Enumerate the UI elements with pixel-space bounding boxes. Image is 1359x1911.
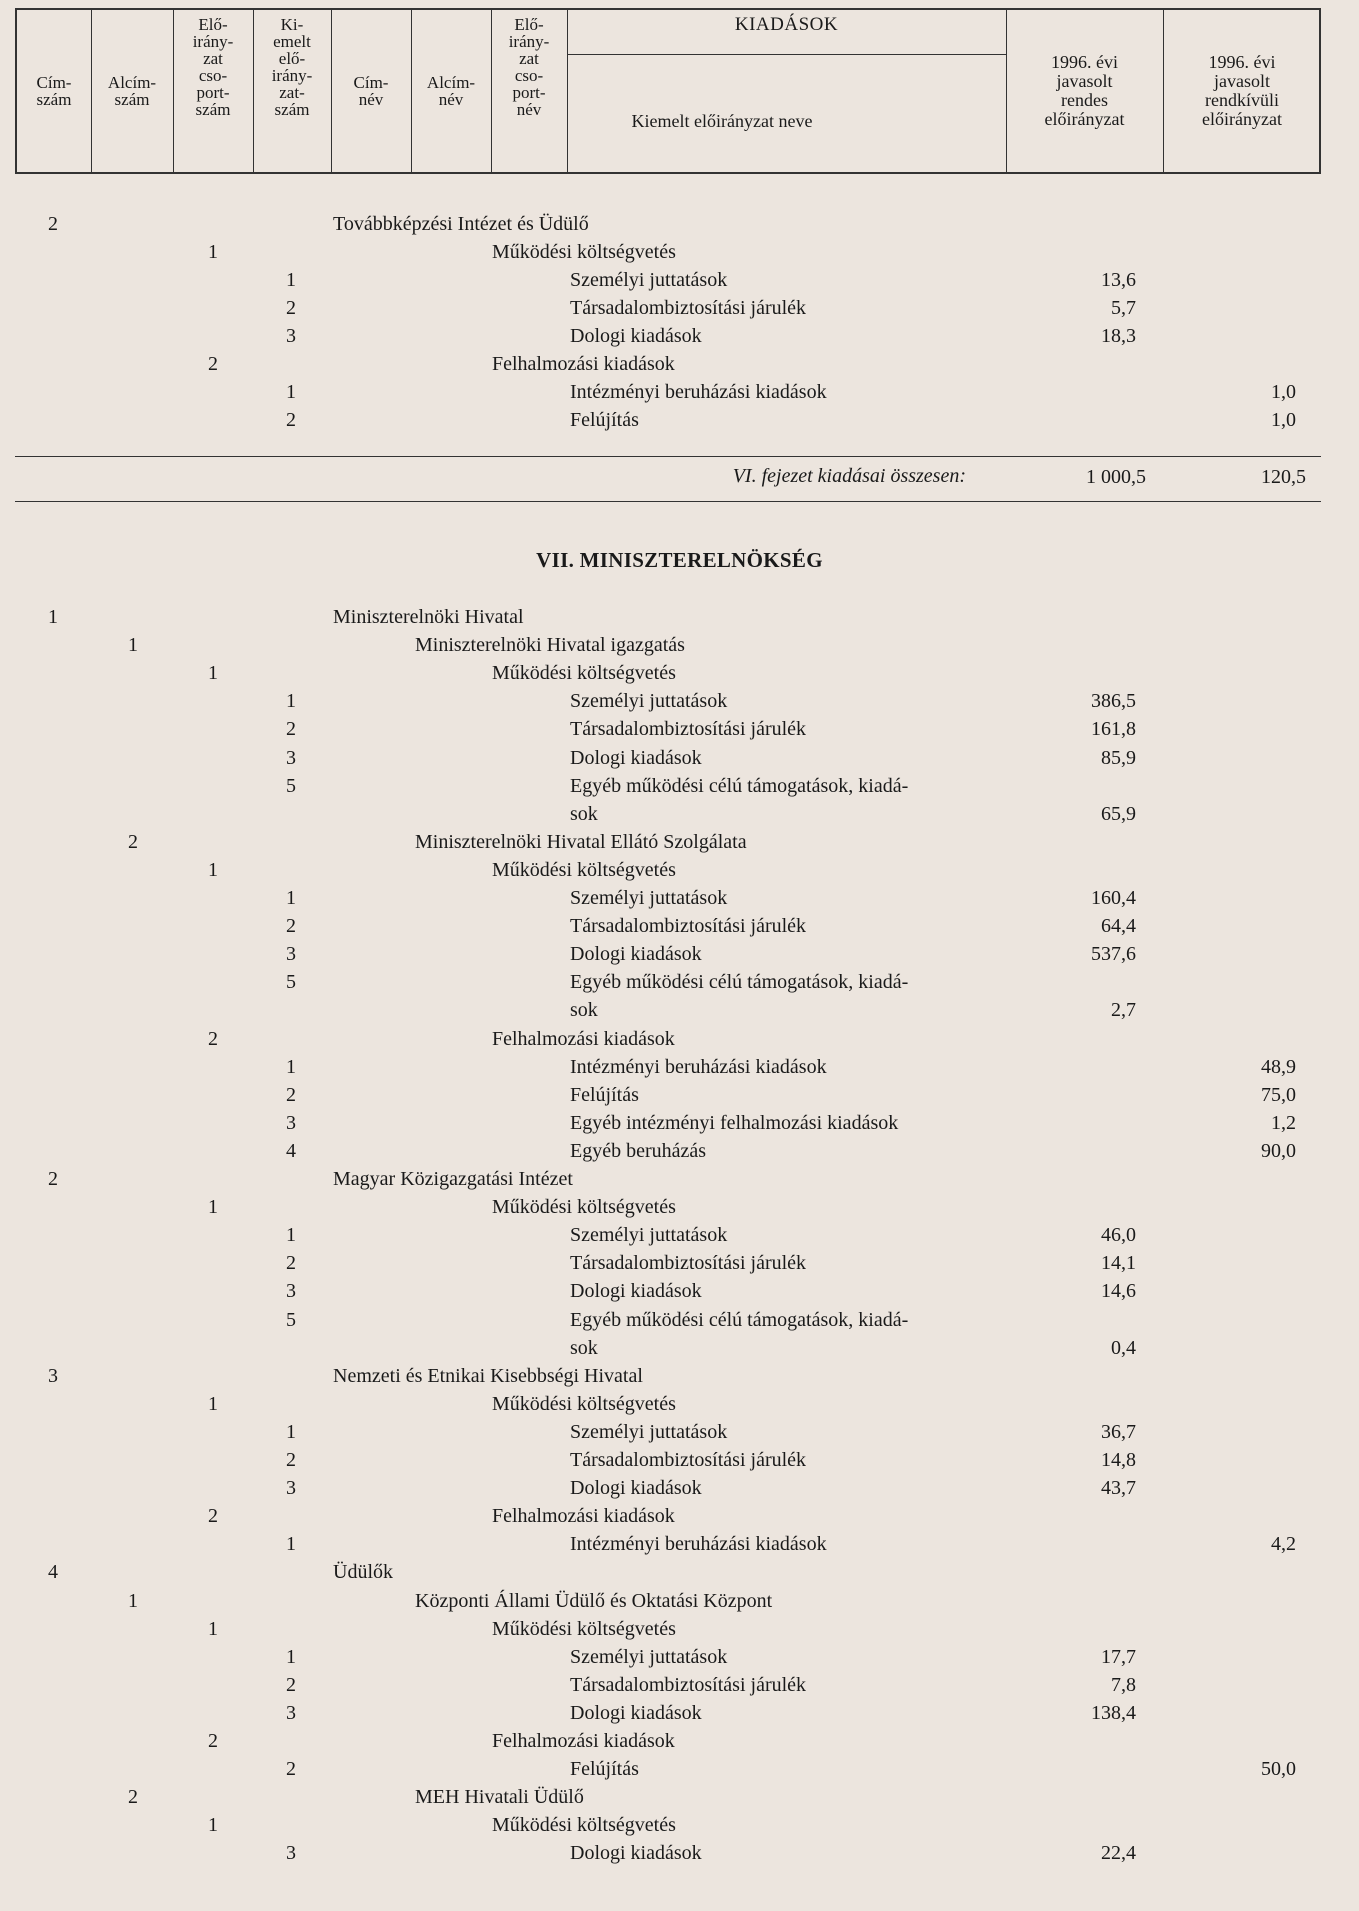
row-code: 2	[208, 1505, 218, 1528]
total-rendes: 1 000,5	[1086, 466, 1146, 488]
row-name: Dologi kiadások	[570, 1477, 702, 1500]
row-rendes-value: 14,1	[1101, 1252, 1136, 1275]
row-name: Felhalmozási kiadások	[492, 1730, 675, 1752]
row-name: sok	[570, 1336, 598, 1359]
row-rendes-value: 160,4	[1091, 887, 1136, 909]
row-name: sok	[570, 802, 598, 825]
row-rendes-value: 7,8	[1111, 1673, 1136, 1696]
row-code: 2	[48, 213, 58, 235]
row-rendkivuli-value: 48,9	[1261, 1055, 1296, 1078]
row-code: 3	[48, 1364, 58, 1387]
row-code: 1	[286, 1055, 296, 1078]
row-name: Társadalombiztosítási járulék	[570, 915, 807, 938]
row-code: 2	[48, 1168, 58, 1190]
row-rendes-value: 161,8	[1091, 718, 1136, 741]
row-name: Felhalmozási kiadások	[492, 353, 675, 375]
row-name: Személyi juttatások	[570, 690, 728, 713]
row-name: Működési költségvetés	[492, 1617, 676, 1640]
row-name: Személyi juttatások	[570, 269, 728, 291]
row-name: Felújítás	[570, 1758, 639, 1781]
row-name: Magyar Közigazgatási Intézet	[333, 1168, 573, 1190]
row-name: Működési költségvetés	[492, 858, 676, 881]
row-name: Egyéb beruházás	[570, 1139, 707, 1162]
row-name: Miniszterelnöki Hivatal Ellátó Szolgálata	[415, 830, 747, 853]
row-rendes-value: 18,3	[1101, 325, 1136, 347]
row-name: Intézményi beruházási kiadások	[570, 1533, 827, 1556]
row-rendkivuli-value: 90,0	[1261, 1139, 1296, 1162]
row-code: 2	[208, 353, 218, 375]
row-code: 2	[286, 1083, 296, 1106]
row-rendes-value: 17,7	[1101, 1645, 1136, 1668]
row-rendes-value: 2,7	[1111, 999, 1136, 1022]
row-code: 2	[286, 297, 296, 319]
header-alcimszam: Alcím- szám	[107, 73, 157, 109]
header-csoportszam: Elő- irány- zat cso- port- szám	[192, 15, 234, 119]
header-cimnev: Cím- név	[353, 73, 389, 109]
row-name: Egyéb intézményi felhalmozási kiadások	[570, 1111, 899, 1134]
row-code: 1	[128, 634, 138, 657]
row-name: Miniszterelnöki Hivatal	[333, 606, 524, 628]
row-code: 1	[48, 606, 58, 628]
row-name: Társadalombiztosítási járulék	[570, 1449, 807, 1471]
row-rendes-value: 64,4	[1101, 915, 1136, 938]
row-code: 5	[286, 774, 296, 797]
row-name: Személyi juttatások	[570, 1645, 728, 1668]
header-kiadasok: KIADÁSOK	[734, 14, 839, 35]
row-code: 2	[208, 1027, 218, 1050]
total-rendkivuli: 120,5	[1261, 466, 1306, 488]
row-code: 2	[286, 409, 296, 431]
row-rendes-value: 36,7	[1101, 1420, 1136, 1443]
row-name: Üdülők	[333, 1561, 393, 1584]
row-code: 5	[286, 1308, 296, 1331]
row-name: Miniszterelnöki Hivatal igazgatás	[415, 634, 685, 657]
row-rendes-value: 138,4	[1091, 1701, 1136, 1724]
row-name: Dologi kiadások	[570, 1280, 702, 1303]
row-code: 1	[286, 1645, 296, 1668]
row-code: 3	[286, 1842, 296, 1865]
row-code: 2	[286, 1449, 296, 1471]
row-code: 3	[286, 1477, 296, 1500]
row-code: 4	[48, 1561, 58, 1584]
row-code: 1	[208, 662, 218, 685]
header-kiemelt-neve: Kiemelt előirányzat neve	[631, 110, 813, 131]
row-name: Működési költségvetés	[492, 1196, 676, 1219]
row-name: Személyi juttatások	[570, 887, 728, 909]
row-name: Továbbképzési Intézet és Üdülő	[333, 213, 589, 235]
row-rendkivuli-value: 75,0	[1261, 1083, 1296, 1106]
row-code: 4	[286, 1139, 296, 1162]
total-label: VI. fejezet kiadásai összesen:	[732, 465, 966, 487]
divider	[15, 501, 1321, 502]
header-alcimnev: Alcím- név	[426, 73, 476, 109]
header-kiemelt-szam: Ki- emelt elő- irány- zat- szám	[271, 15, 313, 119]
row-code: 1	[208, 241, 218, 263]
row-name: Dologi kiadások	[570, 746, 702, 769]
row-rendes-value: 537,6	[1091, 943, 1136, 966]
row-code: 1	[286, 381, 296, 403]
row-rendkivuli-value: 1,2	[1271, 1111, 1296, 1134]
row-name: Működési költségvetés	[492, 1814, 676, 1837]
row-code: 3	[286, 1111, 296, 1134]
row-code: 2	[208, 1730, 218, 1752]
row-rendkivuli-value: 50,0	[1261, 1758, 1296, 1781]
row-name: Dologi kiadások	[570, 1701, 702, 1724]
row-name: Dologi kiadások	[570, 943, 702, 966]
section-title: VII. MINISZTERELNÖKSÉG	[536, 548, 823, 572]
row-code: 2	[128, 830, 138, 853]
row-name: Személyi juttatások	[570, 1420, 728, 1443]
row-code: 3	[286, 943, 296, 966]
row-rendes-value: 43,7	[1101, 1477, 1136, 1500]
row-name: Felújítás	[570, 1083, 639, 1106]
row-rendes-value: 65,9	[1101, 802, 1136, 825]
row-code: 2	[286, 1252, 296, 1275]
row-code: 5	[286, 971, 296, 994]
row-name: Felújítás	[570, 409, 639, 431]
row-name: Központi Állami Üdülő és Oktatási Központ	[415, 1589, 773, 1612]
row-rendes-value: 0,4	[1111, 1336, 1136, 1359]
row-name: MEH Hivatali Üdülő	[415, 1786, 584, 1809]
row-rendkivuli-value: 1,0	[1271, 381, 1296, 403]
row-code: 3	[286, 746, 296, 769]
row-code: 1	[208, 1814, 218, 1837]
row-rendes-value: 14,6	[1101, 1280, 1136, 1303]
divider	[15, 456, 1321, 457]
row-rendes-value: 386,5	[1091, 690, 1136, 713]
row-name: Dologi kiadások	[570, 325, 702, 347]
row-rendes-value: 22,4	[1101, 1842, 1136, 1865]
row-code: 1	[208, 858, 218, 881]
row-rendes-value: 46,0	[1101, 1224, 1136, 1247]
row-code: 2	[128, 1786, 138, 1809]
row-name: Dologi kiadások	[570, 1842, 702, 1865]
row-code: 1	[208, 1196, 218, 1219]
row-code: 3	[286, 1280, 296, 1303]
row-name: Egyéb működési célú támogatások, kiadá-	[570, 774, 909, 797]
row-code: 1	[286, 1224, 296, 1247]
row-name: Nemzeti és Etnikai Kisebbségi Hivatal	[333, 1364, 643, 1387]
row-name: Társadalombiztosítási járulék	[570, 297, 807, 319]
header-csoportnev: Elő- irány- zat cso- port- név	[508, 15, 550, 119]
row-rendkivuli-value: 1,0	[1271, 409, 1296, 431]
row-name: Társadalombiztosítási járulék	[570, 718, 807, 741]
row-code: 1	[286, 1420, 296, 1443]
row-code: 1	[286, 887, 296, 909]
row-name: Működési költségvetés	[492, 662, 676, 685]
row-code: 1	[128, 1589, 138, 1612]
row-rendes-value: 85,9	[1101, 746, 1136, 769]
row-code: 2	[286, 718, 296, 741]
row-code: 3	[286, 1701, 296, 1724]
row-rendes-value: 13,6	[1101, 269, 1136, 291]
header-rendes: 1996. évi javasolt rendes előirányzat	[1044, 52, 1125, 129]
table-header	[15, 8, 1321, 174]
row-code: 1	[286, 1533, 296, 1556]
header-rendkivuli: 1996. évi javasolt rendkívüli előirányzat	[1202, 52, 1282, 129]
row-name: sok	[570, 999, 598, 1022]
row-name: Működési költségvetés	[492, 1392, 676, 1415]
row-code: 1	[286, 269, 296, 291]
row-name: Személyi juttatások	[570, 1224, 728, 1247]
row-name: Felhalmozási kiadások	[492, 1505, 675, 1528]
row-name: Egyéb működési célú támogatások, kiadá-	[570, 1308, 909, 1331]
row-rendkivuli-value: 4,2	[1271, 1533, 1296, 1556]
row-rendes-value: 14,8	[1101, 1449, 1136, 1471]
row-code: 2	[286, 1673, 296, 1696]
header-cimszam: Cím- szám	[36, 73, 72, 109]
row-code: 3	[286, 325, 296, 347]
row-name: Egyéb működési célú támogatások, kiadá-	[570, 971, 909, 994]
row-name: Működési költségvetés	[492, 241, 676, 263]
row-code: 2	[286, 1758, 296, 1781]
row-code: 1	[286, 690, 296, 713]
row-name: Intézményi beruházási kiadások	[570, 1055, 827, 1078]
row-code: 2	[286, 915, 296, 938]
row-name: Társadalombiztosítási járulék	[570, 1252, 807, 1275]
row-rendes-value: 5,7	[1111, 297, 1136, 319]
row-name: Intézményi beruházási kiadások	[570, 381, 827, 403]
row-code: 1	[208, 1392, 218, 1415]
row-code: 1	[208, 1617, 218, 1640]
row-name: Felhalmozási kiadások	[492, 1027, 675, 1050]
row-name: Társadalombiztosítási járulék	[570, 1673, 807, 1696]
